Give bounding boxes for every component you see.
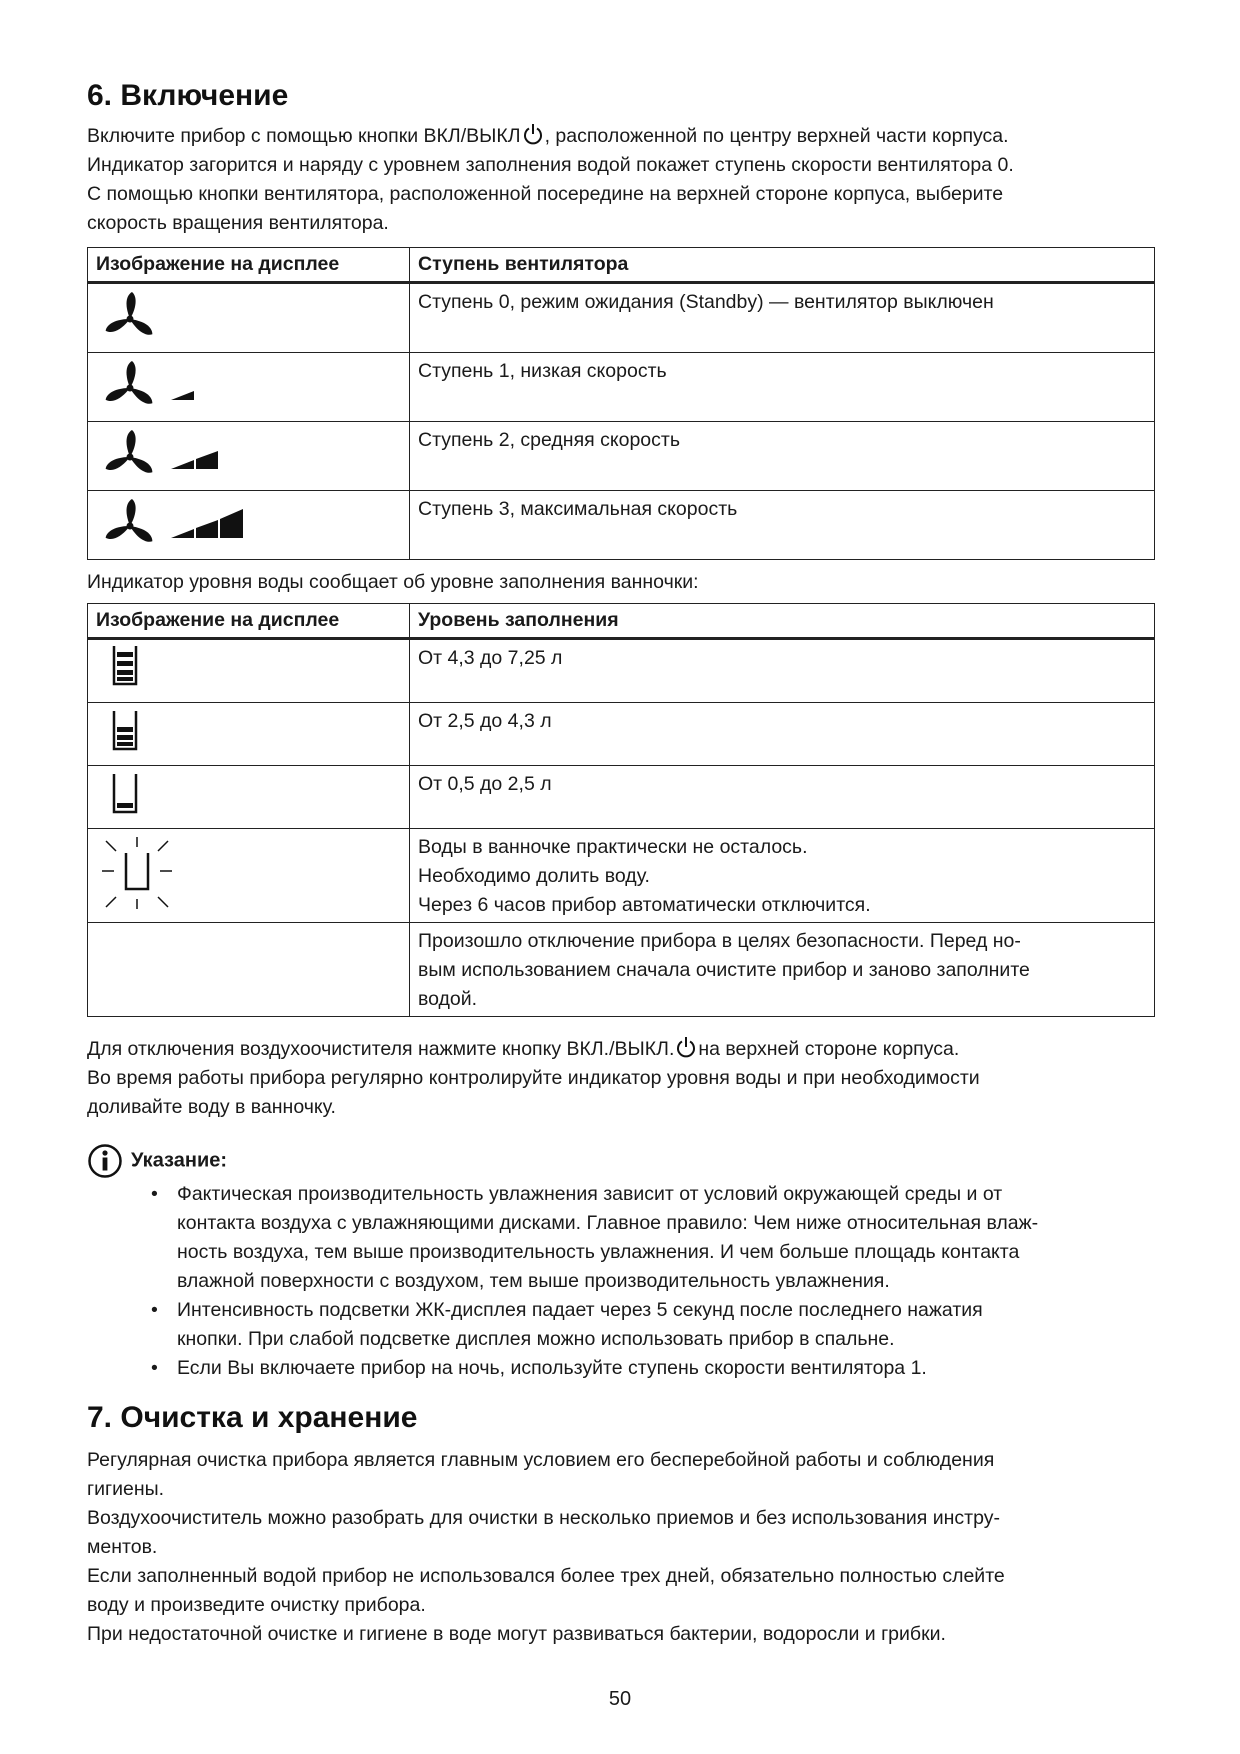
fan-level-2-icon bbox=[88, 422, 388, 484]
note-2-line-1: Интенсивность подсветки ЖК-дисплея падает через 5 секунд после последнего нажатия bbox=[177, 1299, 983, 1321]
safety-shutdown-line-3: водой. bbox=[418, 988, 478, 1010]
fan-speed-table bbox=[87, 247, 1155, 560]
off-line-1a: Для отключения воздухоочистителя нажмите кнопку ВКЛ./ВЫКЛ. bbox=[87, 1038, 675, 1060]
water-empty-line-3: Через 6 часов прибор автоматически отключится. bbox=[418, 894, 871, 916]
page-number: 50 bbox=[608, 1688, 632, 1710]
water-table-header-level: Уровень заполнения bbox=[410, 604, 1155, 639]
water-empty-line-1: Воды в ванночке практически не осталось. bbox=[418, 836, 808, 858]
fan-table-header-level: Ступень вентилятора bbox=[410, 248, 1155, 283]
note-1-line-4: влажной поверхности с воздухом, тем выше производительность увлажнения. bbox=[177, 1270, 890, 1292]
table-row bbox=[88, 703, 1155, 766]
note-list bbox=[147, 1180, 1155, 1383]
note-1-line-2: контакта воздуха с увлажняющими дисками. Главное правило: Чем ниже относительная влаж- bbox=[177, 1212, 1039, 1234]
cleaning-line-1: Регулярная очистка прибора является главным условием его бесперебойной работы и соблюдения bbox=[87, 1449, 995, 1471]
cleaning-line-7: При недостаточной очистке и гигиене в воде могут развиваться бактерии, водоросли и грибки. bbox=[87, 1623, 946, 1645]
off-line-1b: на верхней стороне корпуса. bbox=[698, 1038, 960, 1060]
water-empty-line-2: Необходимо долить воду. bbox=[418, 865, 650, 887]
table-row bbox=[88, 829, 1155, 923]
empty-icon-cell bbox=[88, 923, 410, 1017]
intro-line-1a: Включите прибор с помощью кнопки ВКЛ/ВЫКЛ bbox=[87, 125, 521, 147]
note-title: Указание: bbox=[131, 1149, 228, 1172]
fan-level-2-text: Ступень 2, средняя скорость bbox=[410, 422, 1155, 491]
fan-level-0-icon bbox=[88, 284, 388, 346]
intro-line-4: скорость вращения вентилятора. bbox=[87, 212, 389, 234]
water-intro: Индикатор уровня воды сообщает об уровне заполнения ванночки: bbox=[87, 571, 699, 593]
cleaning-line-2: гигиены. bbox=[87, 1478, 165, 1500]
cleaning-line-6: воду и произведите очистку прибора. bbox=[87, 1594, 426, 1616]
off-line-3: доливайте воду в ванночку. bbox=[87, 1096, 336, 1118]
water-level-table bbox=[87, 603, 1155, 1017]
fan-level-1-text: Ступень 1, низкая скорость bbox=[410, 353, 1155, 422]
table-row bbox=[88, 353, 1155, 422]
off-line-2: Во время работы прибора регулярно контролируйте индикатор уровня воды и при необходимости bbox=[87, 1067, 980, 1089]
table-row bbox=[88, 422, 1155, 491]
safety-shutdown-line-1: Произошло отключение прибора в целях безопасности. Перед но- bbox=[418, 930, 1021, 952]
water-level-low-icon bbox=[88, 766, 388, 822]
switch-off-paragraph bbox=[87, 1035, 1155, 1122]
list-item bbox=[147, 1354, 1155, 1383]
intro-line-1b: , расположенной по центру верхней части корпуса. bbox=[544, 125, 1009, 147]
water-empty-blinking-icon bbox=[88, 829, 388, 921]
water-table-header-display: Изображение на дисплее bbox=[88, 604, 410, 639]
note-2-line-2: кнопки. При слабой подсветке дисплея можно использовать прибор в спальне. bbox=[177, 1328, 895, 1350]
table-row bbox=[88, 491, 1155, 560]
table-row bbox=[88, 923, 1155, 1017]
cleaning-line-4: ментов. bbox=[87, 1536, 158, 1558]
water-level-medium-text: От 2,5 до 4,3 л bbox=[418, 710, 552, 732]
safety-shutdown-line-2: вым использованием сначала очистите прибор и заново заполните bbox=[418, 959, 1030, 981]
fan-level-3-text: Ступень 3, максимальная скорость bbox=[410, 491, 1155, 560]
power-icon bbox=[523, 123, 543, 145]
power-icon bbox=[676, 1036, 696, 1058]
fan-level-0-text: Ступень 0, режим ожидания (Standby) — вентилятор выключен bbox=[410, 283, 1155, 353]
list-item bbox=[147, 1180, 1155, 1296]
section-6-heading: 6. Включение bbox=[87, 79, 289, 112]
section-7-text bbox=[87, 1446, 1155, 1649]
note-1-line-3: ность воздуха, тем выше производительность увлажнения. И чем больше площадь контакта bbox=[177, 1241, 1020, 1263]
water-level-medium-icon bbox=[88, 703, 388, 759]
note-3-line-1: Если Вы включаете прибор на ночь, используйте ступень скорости вентилятора 1. bbox=[177, 1357, 927, 1379]
water-level-low-text: От 0,5 до 2,5 л bbox=[418, 773, 552, 795]
intro-line-3: С помощью кнопки вентилятора, расположенной посередине на верхней стороне корпуса, выберите bbox=[87, 183, 1004, 205]
table-row bbox=[88, 283, 1155, 353]
section-6-intro bbox=[87, 122, 1155, 238]
section-7-heading: 7. Очистка и хранение bbox=[87, 1401, 418, 1434]
fan-level-1-icon bbox=[88, 353, 388, 415]
note-1-line-1: Фактическая производительность увлажнения зависит от условий окружающей среды и от bbox=[177, 1183, 1003, 1205]
list-item bbox=[147, 1296, 1155, 1354]
fan-table-header-display: Изображение на дисплее bbox=[88, 248, 410, 283]
info-icon bbox=[87, 1143, 123, 1179]
intro-line-2: Индикатор загорится и наряду с уровнем заполнения водой покажет ступень скорости вентилятора 0. bbox=[87, 154, 1014, 176]
table-row bbox=[88, 766, 1155, 829]
table-row bbox=[88, 639, 1155, 703]
cleaning-line-5: Если заполненный водой прибор не использовался более трех дней, обязательно полностью слейте bbox=[87, 1565, 1005, 1587]
water-level-full-icon bbox=[88, 640, 388, 696]
cleaning-line-3: Воздухоочиститель можно разобрать для очистки в несколько приемов и без использования инстру- bbox=[87, 1507, 1000, 1529]
note-heading bbox=[87, 1143, 227, 1179]
water-level-full-text: От 4,3 до 7,25 л bbox=[418, 647, 563, 669]
fan-level-3-icon bbox=[88, 491, 388, 553]
